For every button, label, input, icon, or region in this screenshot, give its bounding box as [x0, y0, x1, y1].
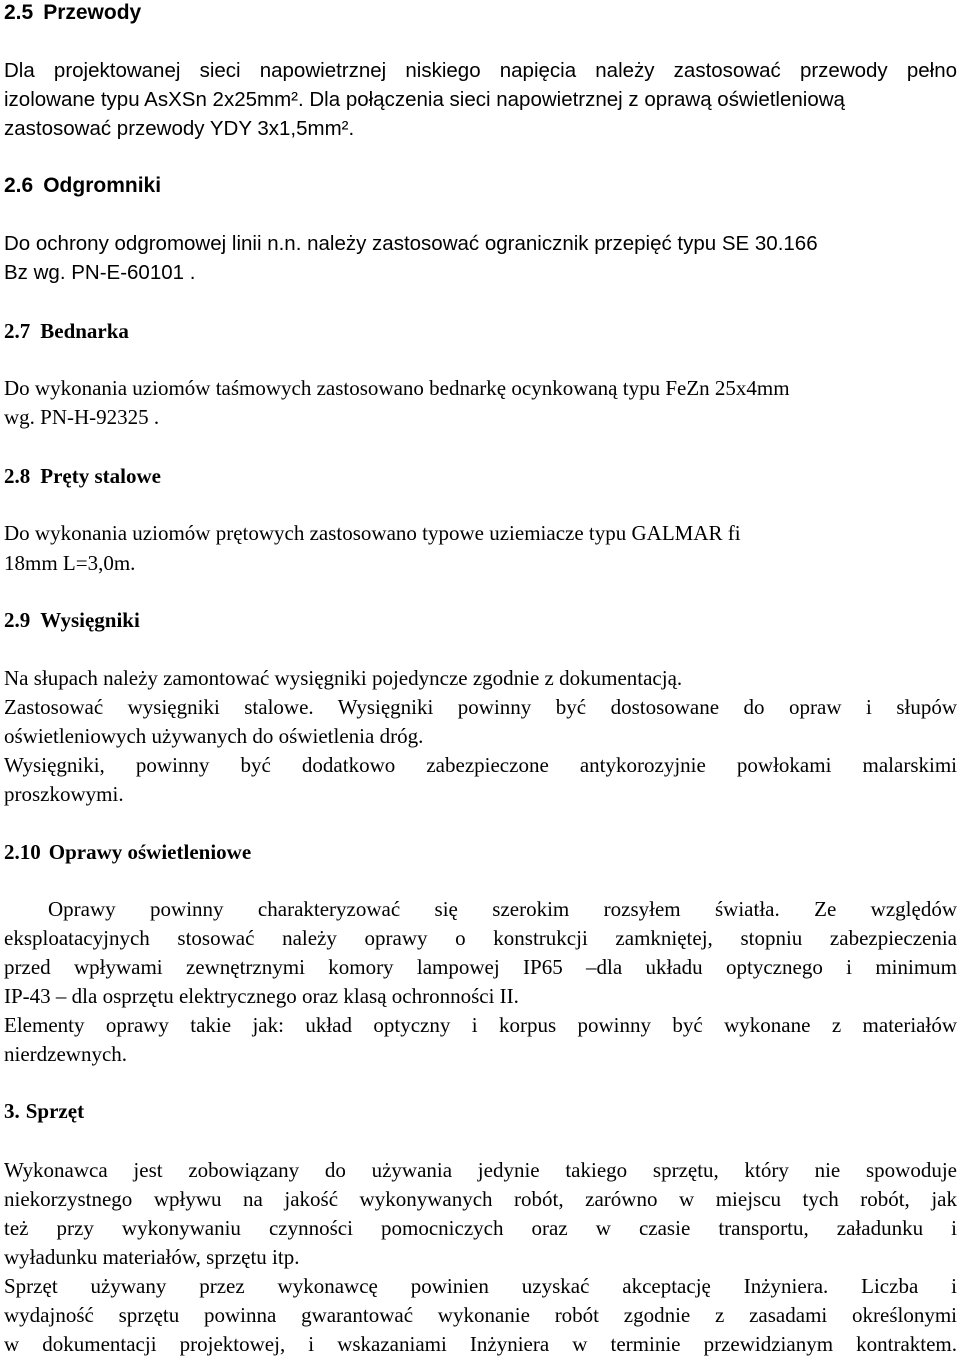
section-number: 2.9 [4, 608, 31, 632]
paragraph-line: Do wykonania uziomów taśmowych zastosowano bednarkę ocynkowaną typu FeZn 25x4mm [4, 376, 790, 400]
paragraph-line: Wysięgniki, powinny być dodatkowo zabezpieczone antykorozyjnie powłokami malarskimi [4, 753, 957, 777]
section-heading-2-9 [4, 606, 957, 635]
paragraph-line: wg. PN-H-92325 . [4, 405, 160, 429]
section-number: 3. [4, 1099, 20, 1123]
paragraph-line: wyładunku materiałów, sprzętu itp. [4, 1245, 300, 1269]
section-title: Przewody [43, 1, 142, 24]
paragraph-line: Oprawy powinny charakteryzować się szerokim rozsyłem światła. Ze względów [48, 897, 957, 921]
section-title: Sprzęt [25, 1099, 85, 1123]
section-title: Bednarka [40, 319, 129, 343]
paragraph-line: Do wykonania uziomów prętowych zastosowano typowe uziemiacze typu GALMAR fi [4, 521, 741, 545]
paragraph-line: Bz wg. PN-E-60101 . [4, 261, 196, 284]
section-number: 2.8 [4, 464, 31, 488]
paragraph-line: wydajność sprzętu powinna gwarantować wykonanie robót zgodnie z zasadami określonymi [4, 1303, 957, 1327]
paragraph-line: Sprzęt używany przez wykonawcę powinien uzyskać akceptację Inżyniera. Liczba i [4, 1274, 957, 1298]
paragraph-line: w dokumentacji projektowej, i wskazaniami Inżyniera w terminie przewidzianym kontraktem. [4, 1332, 957, 1356]
paragraph-line: Wykonawca jest zobowiązany do używania jedynie takiego sprzętu, który nie spowoduje [4, 1158, 957, 1182]
paragraph-line: Zastosować wysięgniki stalowe. Wysięgniki powinny być dostosowane do opraw i słupów [4, 695, 957, 719]
section-title: Wysięgniki [40, 608, 140, 632]
paragraph-line: Na słupach należy zamontować wysięgniki pojedyncze zgodnie z dokumentacją. [4, 666, 683, 690]
paragraph-line: Do ochrony odgromowej linii n.n. należy zastosować ogranicznik przepięć typu SE 30.166 [4, 232, 818, 255]
paragraph-line: izolowane typu AsXSn 2x25mm². Dla połączenia sieci napowietrznej z oprawą oświetleniową [4, 88, 845, 111]
paragraph-line: 18mm L=3,0m. [4, 551, 136, 575]
paragraph-line: proszkowymi. [4, 782, 124, 806]
section-number: 2.7 [4, 319, 31, 343]
section-heading-2-8 [4, 462, 957, 491]
section-title: Oprawy oświetleniowe [48, 840, 252, 864]
section-title: Odgromniki [43, 174, 162, 197]
paragraph-line: przed wpływami zewnętrznymi komory lampowej IP65 –dla układu optycznego i minimum [4, 955, 957, 979]
paragraph-line: eksploatacyjnych stosować należy oprawy o konstrukcji zamkniętej, stopniu zabezpieczenia [4, 926, 957, 950]
section-title: Pręty stalowe [40, 464, 161, 488]
section-number: 2.5 [4, 1, 34, 24]
paragraph-line: niekorzystnego wpływu na jakość wykonywanych robót, zarówno w miejscu tych robót, jak [4, 1187, 957, 1211]
paragraph-line: też przy wykonywaniu czynności pomocniczych oraz w czasie transportu, załadunku i [4, 1216, 957, 1240]
section-number: 2.6 [4, 174, 34, 197]
section-heading-3 [4, 1097, 957, 1126]
section-heading-2-7 [4, 317, 957, 346]
section-heading-2-10 [4, 838, 957, 867]
paragraph-line: IP-43 – dla osprzętu elektrycznego oraz klasą ochronności II. [4, 984, 519, 1008]
paragraph-line: zastosować przewody YDY 3x1,5mm². [4, 117, 355, 140]
section-number: 2.10 [4, 840, 41, 864]
paragraph-line: nierdzewnych. [4, 1042, 128, 1066]
paragraph-line: Elementy oprawy takie jak: układ optyczny i korpus powinny być wykonane z materiałów [4, 1013, 957, 1037]
section-heading-2-5 [4, 0, 957, 27]
paragraph-line: Dla projektowanej sieci napowietrznej niskiego napięcia należy zastosować przewody pełno [4, 59, 957, 82]
paragraph-line: oświetleniowych używanych do oświetlenia dróg. [4, 724, 424, 748]
section-heading-2-6 [4, 171, 957, 200]
